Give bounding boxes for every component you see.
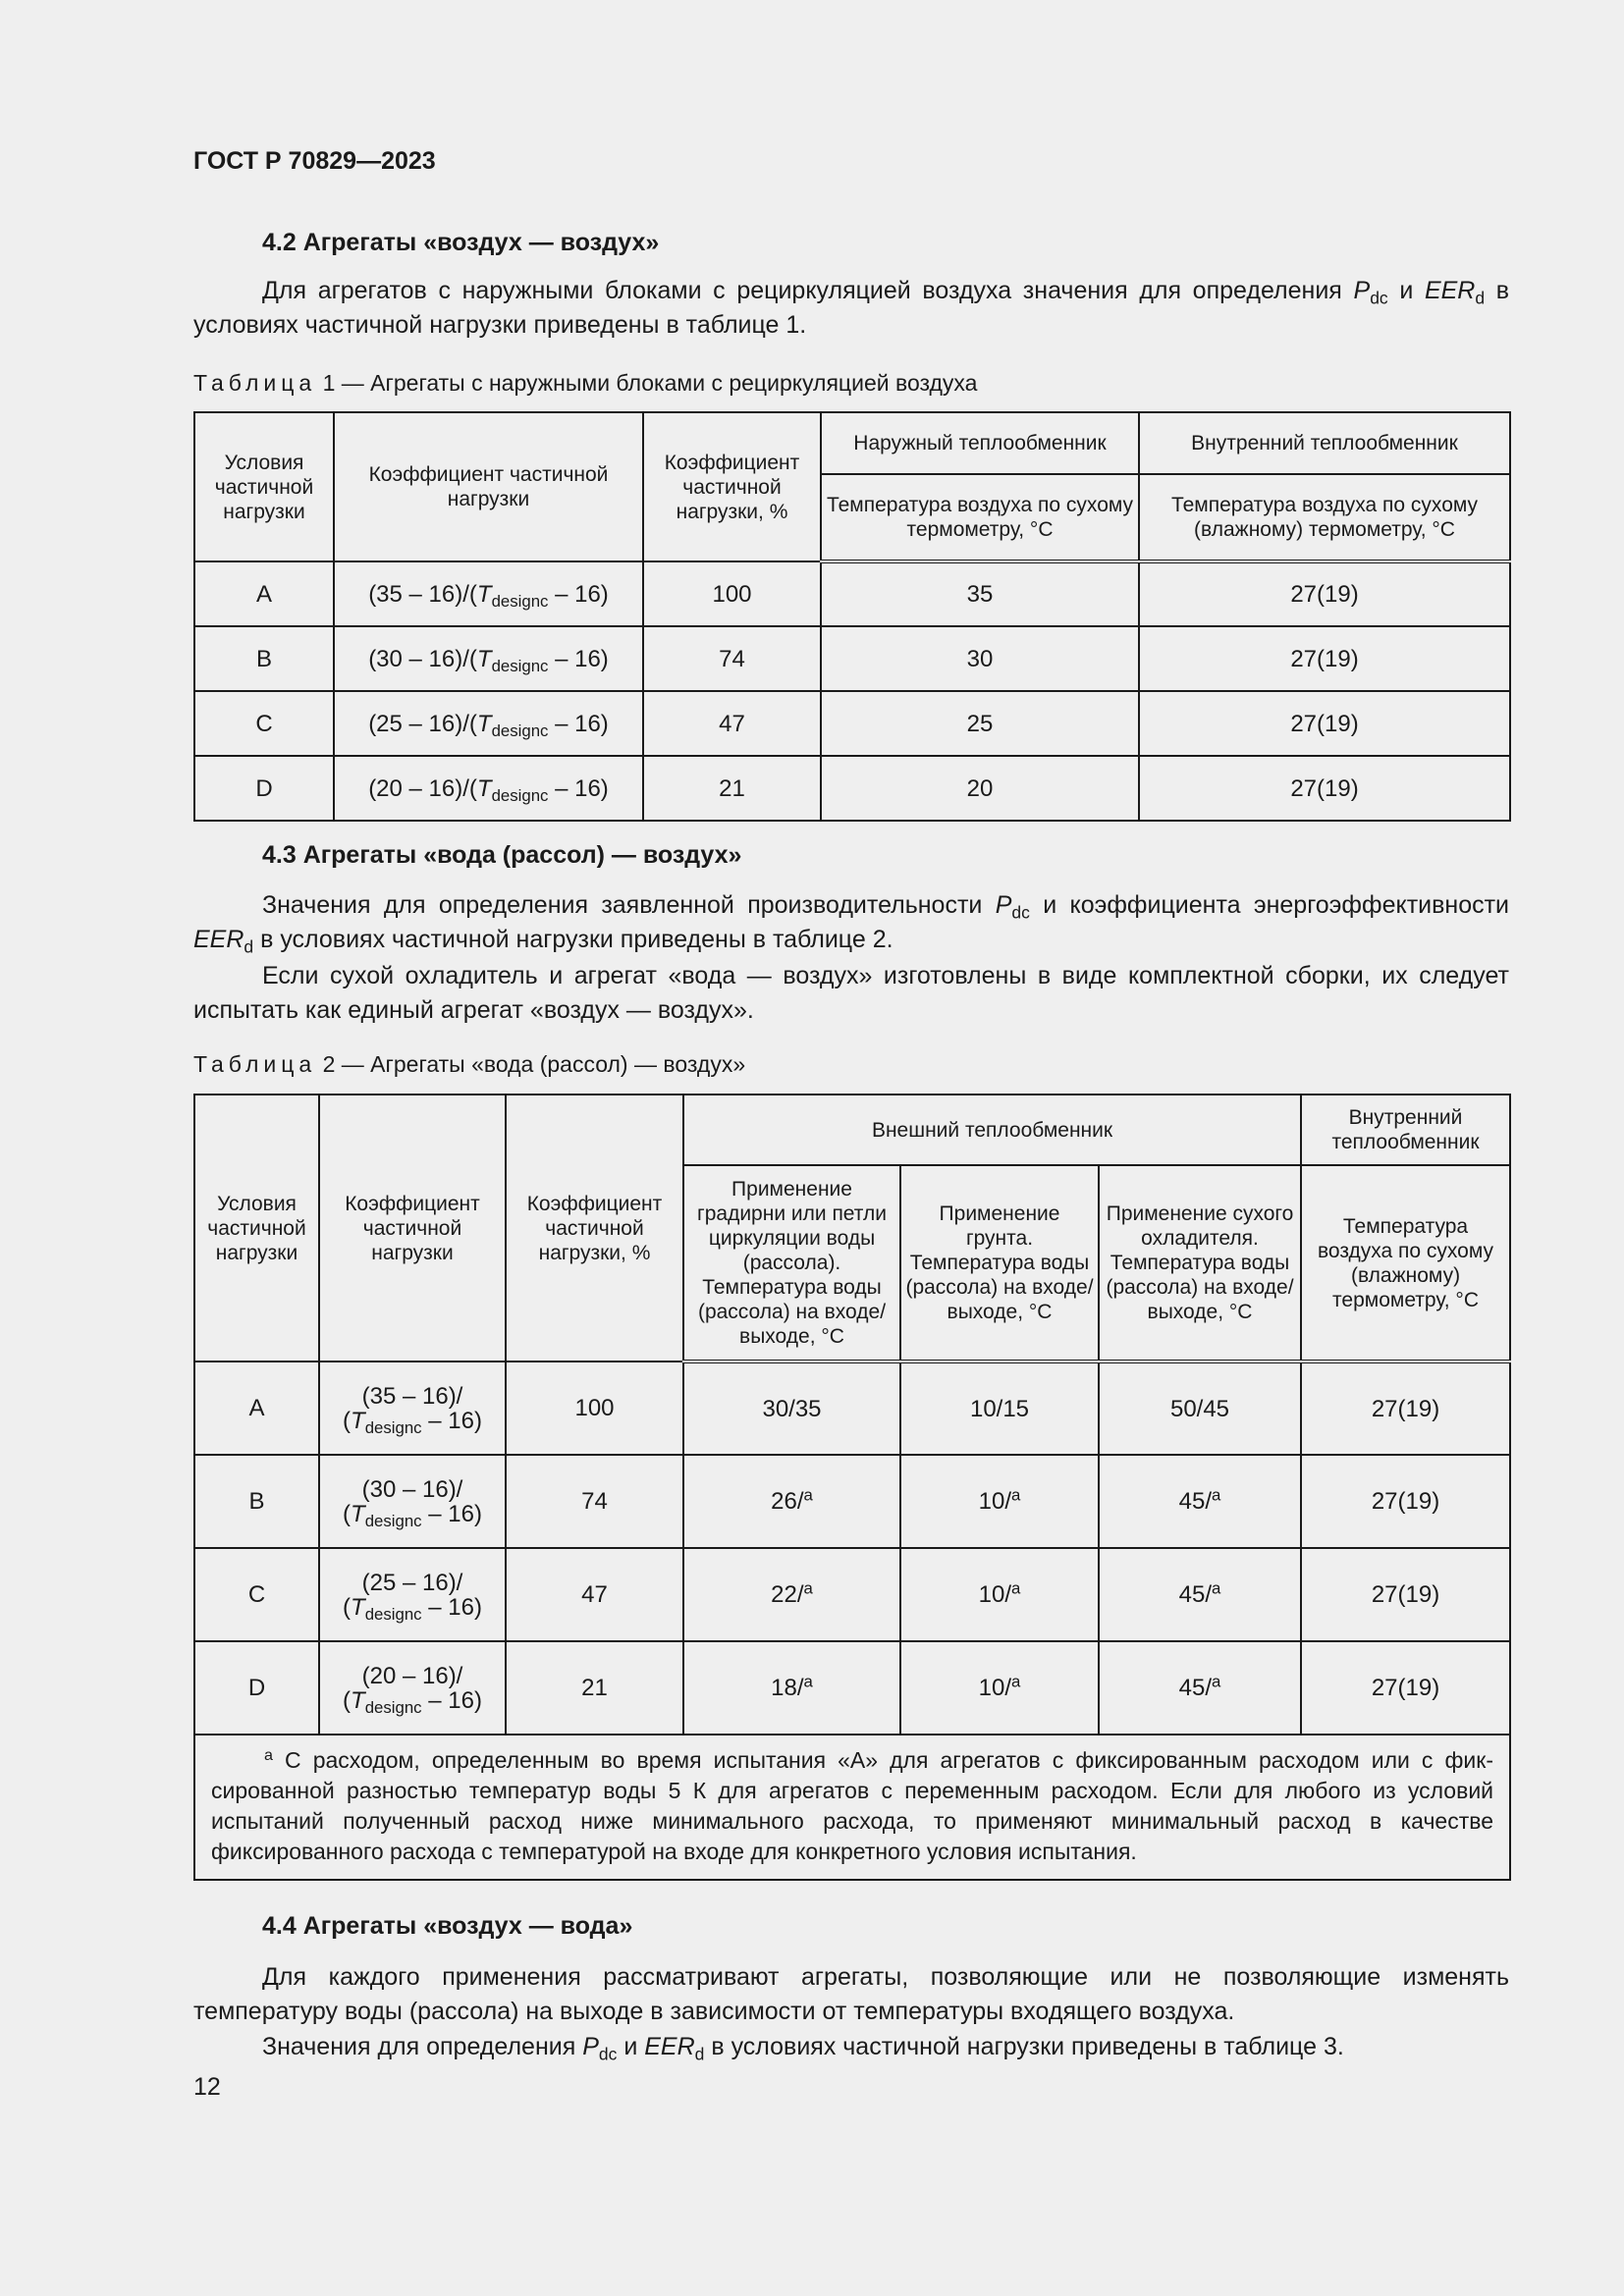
- section-4-4-paragraph-1: Для каждого применения рассматривают агрегаты, позволяющие или не позволяющие изменять температуру воды (рассола) на выходе в зависимости от температуры входящего воздуха.: [193, 1963, 1509, 2025]
- t2-header-outer-exchanger: Внешний теплообменник: [683, 1095, 1301, 1165]
- table-1: [193, 411, 1511, 822]
- t1-cell-percent: 74: [643, 626, 821, 691]
- t2-header-coefficient-percent: Коэффициент частичной нагрузки, %: [506, 1095, 683, 1362]
- table-row: [194, 561, 1510, 626]
- t1-cell-percent: 100: [643, 561, 821, 626]
- t2-cell-dry-cooler: 45/$^a$: [1099, 1548, 1301, 1641]
- t1-cell-coefficient: $(35 - 16)/(T_{designc} - 16)$: [334, 561, 643, 626]
- section-4-2-title: 4.2 Агрегаты «воздух — воздух»: [262, 229, 660, 256]
- t2-cell-condition: A: [194, 1362, 319, 1455]
- t2-cell-inner: 27(19): [1301, 1641, 1510, 1735]
- t1-cell-coefficient: $(30 - 16)/(T_{designc} - 16)$: [334, 626, 643, 691]
- t1-cell-percent: 21: [643, 756, 821, 821]
- table-row: [194, 626, 1510, 691]
- t2-cell-dry-cooler: 50/45: [1099, 1362, 1301, 1455]
- t1-cell-coefficient: $(20 - 16)/(T_{designc} - 16)$: [334, 756, 643, 821]
- section-4-4-title: 4.4 Агрегаты «воздух — вода»: [262, 1912, 633, 1940]
- t2-cell-condition: B: [194, 1455, 319, 1548]
- t2-cell-percent: 21: [506, 1641, 683, 1735]
- t1-cell-outdoor: 35: [821, 561, 1139, 626]
- t1-cell-condition: B: [194, 626, 334, 691]
- t2-header-cooling-tower: Применение градирни или петли циркуляции воды (рассола). Температура воды (рассола) на входе/выходе, °C: [683, 1165, 900, 1362]
- t1-header-outdoor-temp: Температура воздуха по сухому термометру, °C: [821, 474, 1139, 561]
- t2-cell-ground: 10/$^a$: [900, 1455, 1099, 1548]
- table-row: [194, 1362, 1510, 1455]
- t2-cell-ground: 10/$^a$: [900, 1641, 1099, 1735]
- t2-cell-inner: 27(19): [1301, 1548, 1510, 1641]
- t2-cell-condition: C: [194, 1548, 319, 1641]
- section-4-2-paragraph: Для агрегатов с наружными блоками с рециркуляцией воздуха значения для определения $P_{dc}$ и $EER_d$ в условиях частичной нагрузки приведены в таблице 1.: [193, 277, 1510, 339]
- t1-cell-outdoor: 25: [821, 691, 1139, 756]
- t1-header-coefficient: Коэффициент частичной нагрузки: [334, 412, 643, 561]
- page-number: 12: [193, 2073, 221, 2101]
- t2-cell-coefficient: (25 – 16)/ $(T_{designc} - 16)$: [319, 1548, 506, 1641]
- t2-cell-tower: 22/$^a$: [683, 1548, 900, 1641]
- table-row: [194, 756, 1510, 821]
- t2-cell-percent: 74: [506, 1455, 683, 1548]
- t1-cell-indoor: 27(19): [1139, 691, 1510, 756]
- t1-cell-indoor: 27(19): [1139, 561, 1510, 626]
- table-row: [194, 1548, 1510, 1641]
- t1-header-indoor: Внутренний теплообменник: [1139, 412, 1510, 474]
- t1-cell-outdoor: 20: [821, 756, 1139, 821]
- t1-header-indoor-temp: Температура воздуха по сухому (влажному) термометру, °C: [1139, 474, 1510, 561]
- t2-header-condition: Условия частичной нагрузки: [194, 1095, 319, 1362]
- t2-header-inner-exchanger: Внутренний теплообменник: [1301, 1095, 1510, 1165]
- table-2: [193, 1094, 1511, 1881]
- t2-cell-coefficient: (35 – 16)/ $(T_{designc} - 16)$: [319, 1362, 506, 1455]
- t2-cell-coefficient: (30 – 16)/ $(T_{designc} - 16)$: [319, 1455, 506, 1548]
- t2-header-inner-temp: Температура воздуха по сухому (влажному) термометру, °C: [1301, 1165, 1510, 1362]
- t2-cell-dry-cooler: 45/$^a$: [1099, 1641, 1301, 1735]
- table-2-caption: Таблица 2 — Агрегаты «вода (рассол) — воздух»: [193, 1051, 746, 1077]
- t2-cell-dry-cooler: 45/$^a$: [1099, 1455, 1301, 1548]
- t2-cell-inner: 27(19): [1301, 1362, 1510, 1455]
- t2-header-ground: Применение грунта. Температура воды (рассола) на входе/ выходе, °C: [900, 1165, 1099, 1362]
- table-row: [194, 1455, 1510, 1548]
- t2-cell-percent: 47: [506, 1548, 683, 1641]
- t2-cell-percent: 100: [506, 1362, 683, 1455]
- t1-cell-percent: 47: [643, 691, 821, 756]
- t1-header-outdoor: Наружный теплообменник: [821, 412, 1139, 474]
- table-2-footnote: $^a$ С расходом, определенным во время испытания «А» для агрегатов с фиксированным расходом или с фиксированной разностью температур воды 5 К для агрегатов с переменным расходом. Если для любого из условий испытаний полученный расход ниже минимального расхода, то применяют минимальный расход в качестве фиксированного расхода с температурой на входе для конкретного условия испытания.: [194, 1735, 1510, 1880]
- section-4-3-title: 4.3 Агрегаты «вода (рассол) — воздух»: [262, 841, 742, 869]
- section-4-3-paragraph-2: Если сухой охладитель и агрегат «вода — воздух» изготовлены в виде комплектной сборки, их следует испытать как единый агрегат «воздух — воздух».: [193, 962, 1509, 1024]
- t2-cell-inner: 27(19): [1301, 1455, 1510, 1548]
- t1-header-coefficient-percent: Коэффициент частичной нагрузки, %: [643, 412, 821, 561]
- t2-cell-tower: 26/$^a$: [683, 1455, 900, 1548]
- t2-cell-ground: 10/15: [900, 1362, 1099, 1455]
- t2-cell-tower: 30/35: [683, 1362, 900, 1455]
- t2-header-coefficient: Коэффициент частичной нагрузки: [319, 1095, 506, 1362]
- t1-cell-condition: D: [194, 756, 334, 821]
- t1-cell-indoor: 27(19): [1139, 626, 1510, 691]
- t2-header-dry-cooler: Применение сухого охладителя. Температура воды (рассола) на входе/ выходе, °C: [1099, 1165, 1301, 1362]
- t1-cell-condition: A: [194, 561, 334, 626]
- t2-cell-coefficient: (20 – 16)/ $(T_{designc} - 16)$: [319, 1641, 506, 1735]
- t1-cell-condition: C: [194, 691, 334, 756]
- table-row: [194, 691, 1510, 756]
- table-row: [194, 1641, 1510, 1735]
- table-1-caption: Таблица 1 — Агрегаты с наружными блоками с рециркуляцией воздуха: [193, 370, 978, 396]
- section-4-3-paragraph-1: Значения для определения заявленной производительности $P_{dc}$ и коэффициента энергоэффективности $EER_d$ в условиях частичной нагрузки приведены в таблице 2.: [193, 891, 1510, 957]
- document-id: ГОСТ Р 70829—2023: [193, 147, 436, 175]
- t1-header-condition: Условия частичной нагрузки: [194, 412, 334, 561]
- t1-cell-outdoor: 30: [821, 626, 1139, 691]
- t2-cell-tower: 18/$^a$: [683, 1641, 900, 1735]
- t1-cell-coefficient: $(25 - 16)/(T_{designc} - 16)$: [334, 691, 643, 756]
- section-4-4-paragraph-2: Значения для определения $P_{dc}$ и $EER_d$ в условиях частичной нагрузки приведены в таблице 3.: [262, 2033, 1344, 2064]
- t1-cell-indoor: 27(19): [1139, 756, 1510, 821]
- t2-cell-condition: D: [194, 1641, 319, 1735]
- t2-cell-ground: 10/$^a$: [900, 1548, 1099, 1641]
